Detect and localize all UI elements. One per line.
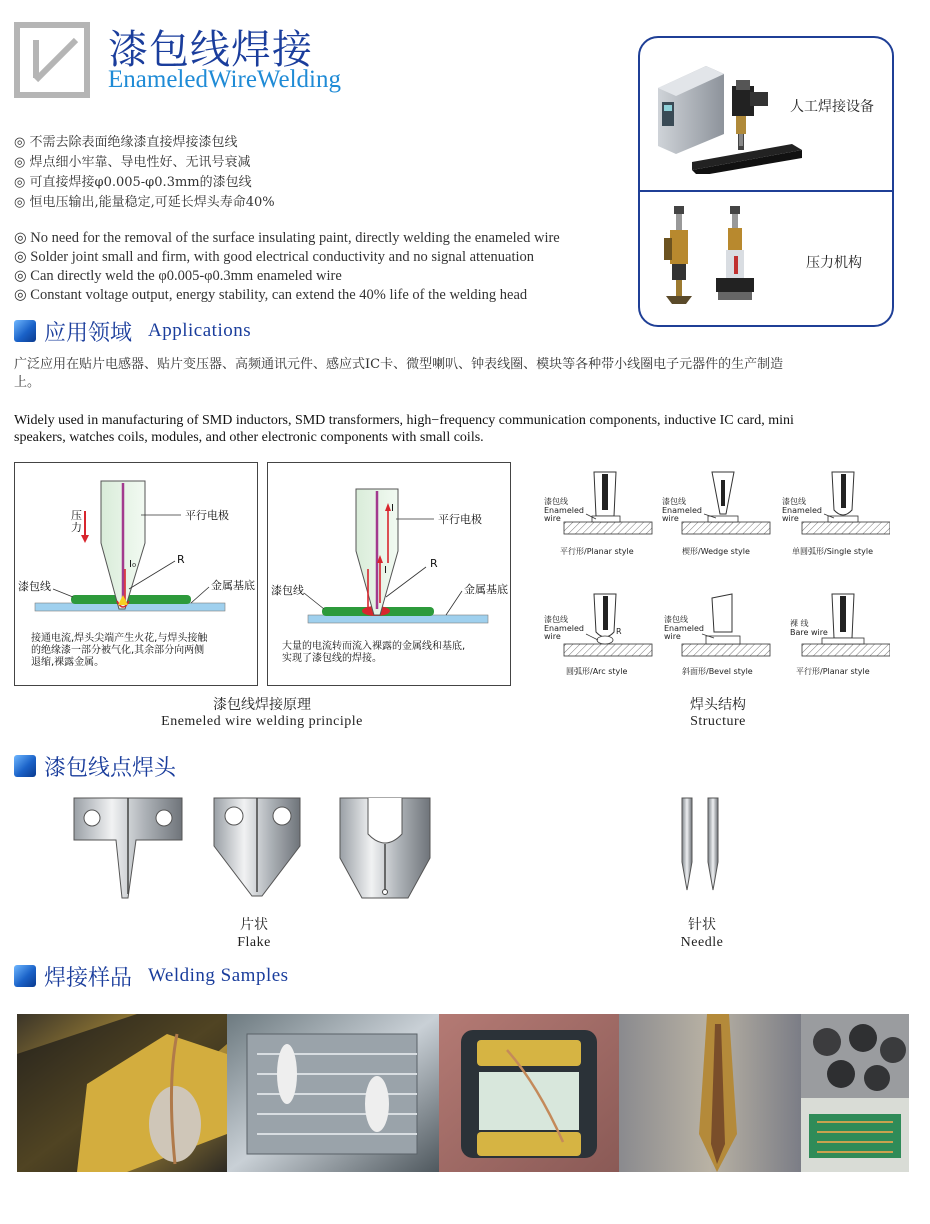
equipment-panel — [638, 36, 894, 327]
structure-wire-label: 漆包线 — [544, 615, 568, 624]
substrate-label-2: 金属基底 — [464, 583, 508, 596]
structure-wire-label-en2: wire — [782, 514, 799, 523]
sample-photo-1 — [17, 1014, 227, 1172]
tips-heading-cn: 漆包线点焊头 — [44, 755, 177, 781]
needle-label-cn: 针状 — [688, 917, 716, 933]
structure-arc — [544, 594, 652, 676]
pressure-mechanism-label: 压力机构 — [806, 255, 862, 271]
structure-wire-label-en2: wire — [544, 514, 561, 523]
structure-caption-en: Structure — [690, 714, 746, 729]
structure-label: 平行形/Planar style — [796, 667, 870, 676]
needle-tips-image — [678, 796, 722, 892]
feature-en-4: ◎ Constant voltage output, energy stability, can extend the 40% life of the welding head — [14, 287, 528, 303]
section-square-icon — [14, 965, 36, 987]
structure-label: 平行形/Planar style — [560, 547, 634, 556]
flake-tips-image — [72, 794, 442, 904]
page-subtitle: EnameledWireWelding — [108, 66, 341, 93]
logo-icon — [14, 22, 90, 98]
structure-wire-label: 漆包线 — [664, 615, 688, 624]
feature-en-1: ◎ No need for the removal of the surface insulating paint, directly welding the enameled wire — [14, 230, 560, 246]
electrode-label: 平行电极 — [185, 509, 229, 522]
structure-wedge — [662, 472, 770, 556]
structure-single — [782, 472, 890, 556]
feature-cn-1: ◎ 不需去除表面绝缘漆直接焊接漆包线 — [14, 135, 238, 150]
samples-heading — [14, 963, 289, 989]
structure-planar — [544, 472, 652, 556]
wire-label: 漆包线 — [18, 580, 51, 593]
page-title: 漆包线焊接 — [108, 27, 313, 73]
wire-label-2: 漆包线 — [271, 584, 304, 597]
section-square-icon — [14, 320, 36, 342]
current-label-bottom: I — [384, 565, 387, 576]
feature-cn-3: ◎ 可直接焊接φ0.005-φ0.3mm的漆包线 — [14, 175, 252, 190]
structure-label: 楔形/Wedge style — [682, 547, 750, 556]
feature-cn-2: ◎ 焊点细小牢靠、导电性好、无讯号衰减 — [14, 155, 251, 170]
structure-diagrams — [534, 466, 890, 684]
section-square-icon — [14, 755, 36, 777]
structure-wire-label-en: Bare wire — [790, 628, 828, 637]
structure-wire-label-en2: wire — [544, 632, 561, 641]
equipment-divider — [640, 190, 892, 192]
electrode-label-2: 平行电极 — [438, 513, 482, 526]
substrate-label: 金属基底 — [211, 579, 255, 592]
needle-label-en: Needle — [680, 935, 724, 950]
structure-wire-label: 漆包线 — [544, 497, 568, 506]
applications-text-en: Widely used in manufacturing of SMD inductors, SMD transformers, high−frequency communication components, inductive IC card, mini speakers, watches coils, modules, and other electronic components with small coils. — [14, 413, 794, 445]
structure-wire-label-en: Enameled — [662, 506, 702, 515]
tips-heading — [14, 753, 176, 779]
current-label-top: I — [391, 503, 394, 514]
structure-planar-bare — [790, 594, 890, 676]
radius-label-2: R — [430, 557, 438, 570]
structure-label: 斜面形/Bevel style — [682, 667, 753, 676]
principle-diagram-1 — [14, 462, 258, 686]
structure-caption-cn: 焊头结构 — [690, 697, 746, 713]
principle-diagram-2 — [267, 462, 511, 686]
samples-heading-en: Welding Samples — [148, 965, 289, 986]
structure-wire-label-en: Enameled — [782, 506, 822, 515]
sample-photo-5 — [801, 1014, 909, 1172]
applications-heading-en: Applications — [148, 320, 252, 341]
radius-label: R — [177, 553, 185, 566]
sample-photo-4 — [619, 1014, 801, 1172]
structure-wire-label-en2: wire — [662, 514, 679, 523]
principle-caption-en: Enemeled wire welding principle — [161, 714, 363, 729]
sample-photo-2 — [227, 1014, 439, 1172]
samples-heading-cn: 焊接样品 — [44, 965, 133, 991]
principle-note-3: 退缩,裸露金属。 — [31, 657, 105, 668]
structure-wire-label-en: Enameled — [544, 506, 584, 515]
flake-label-cn: 片状 — [240, 917, 268, 933]
principle-note-2: 的绝缘漆一部分被气化,其余部分向两侧 — [31, 645, 205, 656]
flake-label-en: Flake — [237, 935, 271, 950]
structure-label: 单圆弧形/Single style — [792, 547, 874, 556]
structure-radius-label: R — [616, 627, 622, 636]
current-label: I₀ — [129, 559, 136, 570]
principle-note-4: 大量的电流转而流入裸露的金属线和基底, — [282, 641, 466, 652]
sample-photo-3 — [439, 1014, 619, 1172]
structure-wire-label-en2: wire — [664, 632, 681, 641]
applications-heading-cn: 应用领域 — [44, 320, 133, 346]
structure-label: 圆弧形/Arc style — [566, 667, 628, 676]
structure-wire-label-en: Enameled — [544, 624, 584, 633]
feature-cn-4: ◎ 恒电压输出,能量稳定,可延长焊头寿命40% — [14, 195, 275, 210]
structure-wire-label: 裸 线 — [790, 619, 809, 628]
manual-equipment-label: 人工焊接设备 — [790, 99, 874, 115]
manual-welder-image — [652, 58, 802, 174]
principle-caption-cn: 漆包线焊接原理 — [213, 697, 311, 713]
structure-bevel — [664, 594, 770, 676]
welding-samples-strip — [17, 1014, 909, 1172]
principle-note-5: 实现了漆包线的焊接。 — [282, 653, 382, 664]
pressure-label-2: 力 — [71, 521, 82, 534]
applications-text-cn: 广泛应用在贴片电感器、贴片变压器、高频通讯元件、感应式IC卡、微型喇叭、钟表线圈、模块等各种带小线圈电子元器件的生产制造上。 — [14, 357, 784, 390]
principle-note-1: 接通电流,焊头尖端产生火花,与焊头接触 — [31, 633, 208, 644]
feature-en-2: ◎ Solder joint small and firm, with good electrical conductivity and no signal attenuation — [14, 249, 535, 265]
structure-wire-label: 漆包线 — [782, 497, 806, 506]
structure-wire-label-en: Enameled — [664, 624, 704, 633]
structure-wire-label: 漆包线 — [662, 497, 686, 506]
applications-heading — [14, 318, 251, 344]
pressure-label-1: 压 — [71, 509, 82, 522]
pressure-mechanism-image — [658, 204, 768, 312]
feature-en-3: ◎ Can directly weld the φ0.005-φ0.3mm enameled wire — [14, 268, 342, 284]
